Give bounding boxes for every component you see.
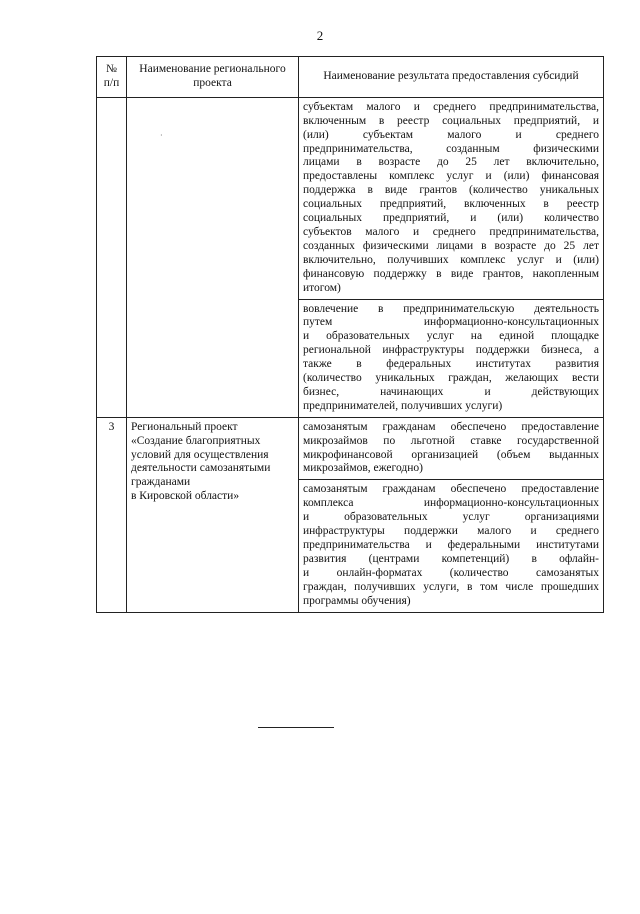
result-text-line: и образовательных услуг организациями [303,511,599,524]
result-text [303,101,599,296]
project-name-text [131,421,294,504]
result-text-line: финансовую поддержку в виде грантов, накопленным [303,267,599,280]
header-project-name-line: проекта [193,76,232,89]
result-text-line: субъектов малого и среднего предпринимательства, [303,225,599,238]
project-name-line: деятельности самозанятыми [131,462,271,475]
result-text-line: предпринимательства, созданным физическими [303,142,599,155]
header-result-name-line: Наименование результата предоставления субсидий [323,69,579,82]
cell-number: 3 [97,417,127,612]
project-name-line: Региональный проект [131,420,238,433]
result-text-line: и образовательных услуг на единой площадке [303,330,599,343]
table-row [97,417,604,480]
table-row [97,97,604,299]
header-project-name [127,57,299,98]
result-text-line: социальных предприятий, включенных в реестр [303,198,599,211]
cell-number-continued [97,97,127,417]
result-text-line: самозанятым гражданам обеспечено предоставление [303,483,599,496]
result-text-line: микрофинансовой организацией (объем выданных [303,448,599,461]
result-text [303,303,599,414]
result-text-line: микрозаймов по льготной ставке государственной [303,434,599,447]
result-text-line: программы обучения) [303,594,411,607]
result-text-line: субъектам малого и среднего предпринимательства, [303,100,599,113]
result-text-line: бизнес, начинающих и действующих [303,385,599,398]
header-number-line: № [106,63,117,75]
result-text [303,483,599,608]
result-text-line: комплекса информационно-консультационных [303,497,599,510]
result-text-line: инфраструктуры поддержки малого и среднего [303,525,599,538]
header-project-name-line: Наименование регионального [139,63,286,75]
header-result-name [299,57,604,98]
result-text-line: лицами в возрасте до 25 лет включительно, [303,156,599,169]
table-header-row [97,57,604,98]
result-text-line: созданных физическими лицами в возрасте до 25 лет [303,239,599,252]
result-text-line: включенным в реестр социальных предприятий, и [303,114,599,127]
result-text-line: социальных предприятий, и (или) количество [303,212,599,225]
cell-result [299,299,604,417]
result-text-line: предпринимательства и федеральными институтами [303,539,599,551]
result-text-line: граждан, получивших услуги, в том числе прошедших [303,580,599,593]
project-name-line: «Создание благоприятных [131,434,261,447]
project-name-line: условий для осуществления [131,448,269,461]
result-text-line: предпринимателей, получивших услуги) [303,399,503,412]
result-text-line: также в федеральных институтах развития [303,358,599,371]
cell-project-name [127,417,299,612]
results-table [96,56,604,613]
scan-artifact-mark: · [160,131,163,140]
result-text-line: (количество уникальных граждан, желающих вести [303,372,599,385]
result-text-line: предоставлены комплекс услуг и (или) финансовая [303,170,599,183]
result-text-line: развития (центрами компетенций) в офлайн- [303,552,599,565]
page-number: 2 [316,28,324,43]
cell-result [299,480,604,612]
end-of-document-rule [258,727,334,728]
cell-project-name-continued [127,97,299,417]
result-text-line: микрозаймов, ежегодно) [303,462,423,475]
result-text [303,421,599,477]
cell-result [299,417,604,480]
result-text-line: итогом) [303,281,341,294]
result-text-line: и онлайн-форматах (количество самозанятых [303,566,599,579]
project-name-line: гражданами [131,476,191,489]
result-text-line: (или) субъектам малого и среднего [303,128,599,141]
result-text-line: путем информационно-консультационных [303,316,599,329]
header-number-line: п/п [103,76,120,89]
cell-result [299,97,604,299]
result-text-line: поддержка в виде грантов (количество уникальных [303,184,599,197]
project-name-line: в Кировской области» [131,490,240,503]
result-text-line: вовлечение в предпринимательскую деятельность [303,302,599,315]
result-text-line: региональной инфраструктуры поддержки бизнеса, а [303,344,599,357]
result-text-line: самозанятым гражданам обеспечено предоставление [303,420,599,433]
result-text-line: включительно, получивших комплекс услуг и (или) [303,253,599,266]
header-number [97,57,127,98]
